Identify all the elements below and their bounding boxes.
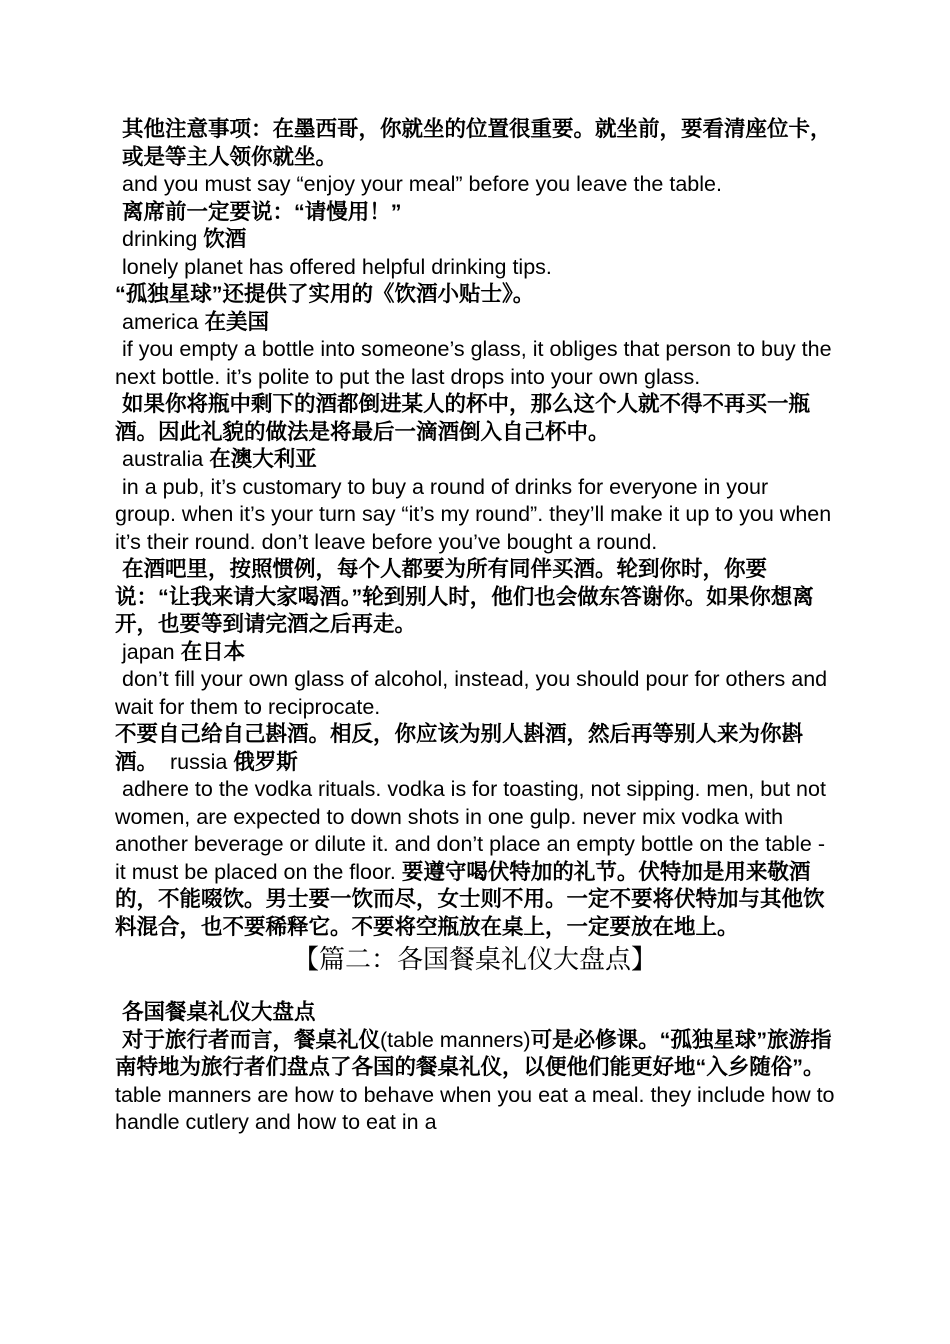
paragraph-japan-en-text: don’t fill your own glass of alcohol, instead, you should pour for others and wait for them to reciprocate. xyxy=(115,667,828,719)
paragraph-intro-en1: (table manners) xyxy=(380,1027,531,1052)
paragraph-russia xyxy=(115,776,835,941)
subheading-japan xyxy=(115,639,835,667)
subheading-america-zh: 在美国 xyxy=(204,309,269,334)
paragraph-japan-en xyxy=(115,666,835,721)
document-page xyxy=(115,116,843,1137)
subheading-russia-en: russia xyxy=(158,749,234,774)
paragraph-intro-en2: table manners are how to behave when you eat a meal. they include how to handle cutlery and how to eat in a xyxy=(115,1055,843,1134)
paragraph-america-en-text: if you empty a bottle into someone’s glass, it obliges that person to buy the next bottle. it’s polite to put the last drops into your own glass. xyxy=(115,337,832,389)
subheading-drinking-zh: 饮酒 xyxy=(203,227,247,251)
paragraph-australia-en xyxy=(115,474,835,557)
subheading-australia-zh: 在澳大利亚 xyxy=(209,447,317,471)
paragraph-america-en xyxy=(115,336,835,391)
paragraph-russia-en: adhere to the vodka rituals. vodka is for toasting, not sipping. men, but not women, are expected to down shots in one gulp. never mix vodka with another beverage or dilute it. and don’t place an empty bottle on the table - it must be placed on the floor. xyxy=(115,777,826,884)
paragraph-australia-en-text: in a pub, it’s customary to buy a round of drinks for everyone in your group. when it’s your turn say “it’s my round”. they’ll make it up to you when it’s their round. don’t leave before you’ve bought a round. xyxy=(115,474,832,554)
paragraph-australia-zh xyxy=(115,556,835,639)
paragraph-japan-zh: 不要自己给自己斟酒。相反，你应该为别人斟酒，然后再等别人来为你斟酒。 xyxy=(115,722,804,774)
paragraph-intro-zh1: 对于旅行者而言，餐桌礼仪 xyxy=(122,1027,381,1052)
paragraph-russia-zh: 要遵守喝伏特加的礼节。伏特加是用来敬酒的，不能啜饮。男士要一饮而尽，女士则不用。一定不要将伏特加与其他饮料混合，也不要稀释它。不要将空瓶放在桌上，一定要放在地上。 xyxy=(115,859,825,939)
subheading-russia-zh: 俄罗斯 xyxy=(233,749,298,774)
paragraph-drinking-tips-en: lonely planet has offered helpful drinking tips. xyxy=(122,254,552,279)
subheading-australia-en: australia xyxy=(122,447,210,471)
paragraph-intro-zh2: 可是必修课。“孤独星球”旅游指南特地为旅行者们盘点了各国的餐桌礼仪，以便他们能更好地“入乡随俗”。 xyxy=(115,1027,832,1079)
subheading-america xyxy=(115,309,835,337)
subheading-japan-zh: 在日本 xyxy=(180,639,246,664)
paragraph-mexico-seating-zh: 其他注意事项：在墨西哥，你就坐的位置很重要。就坐前，要看清座位卡，或是等主人领你就坐。 xyxy=(122,117,832,169)
paragraph-intro xyxy=(115,1027,843,1137)
paragraph-australia-zh-text: 在酒吧里，按照惯例，每个人都要为所有同伴买酒。轮到你时，你要说：“让我来请大家喝酒。”轮到别人时，他们也会做东答谢你。如果你想离开，也要等到请完酒之后再走。 xyxy=(115,557,814,636)
paragraph-drinking-tips-zh: “孤独星球”还提供了实用的《饮酒小贴士》。 xyxy=(115,282,535,306)
section-title: 各国餐桌礼仪大盘点 xyxy=(122,1000,316,1024)
section-gap xyxy=(115,979,835,999)
paragraph-america-zh xyxy=(115,391,835,446)
paragraph-enjoy-meal-en: and you must say “enjoy your meal” before you leave the table. xyxy=(122,172,722,196)
subheading-australia xyxy=(115,446,835,474)
subheading-america-en: america xyxy=(122,309,205,334)
subheading-japan-en: japan xyxy=(122,639,181,664)
paragraph-japan-zh-russia xyxy=(115,721,835,776)
paragraph-america-zh-text: 如果你将瓶中剩下的酒都倒进某人的杯中，那么这个人就不得不再买一瓶酒。因此礼貌的做法是将最后一滴酒倒入自己杯中。 xyxy=(115,392,811,444)
paragraph-enjoy-meal-zh: 离席前一定要说：“请慢用！” xyxy=(122,199,402,224)
subheading-drinking xyxy=(115,226,835,254)
subheading-drinking-en: drinking xyxy=(122,227,204,251)
section-heading: 【篇二：各国餐桌礼仪大盘点】 xyxy=(292,945,657,975)
